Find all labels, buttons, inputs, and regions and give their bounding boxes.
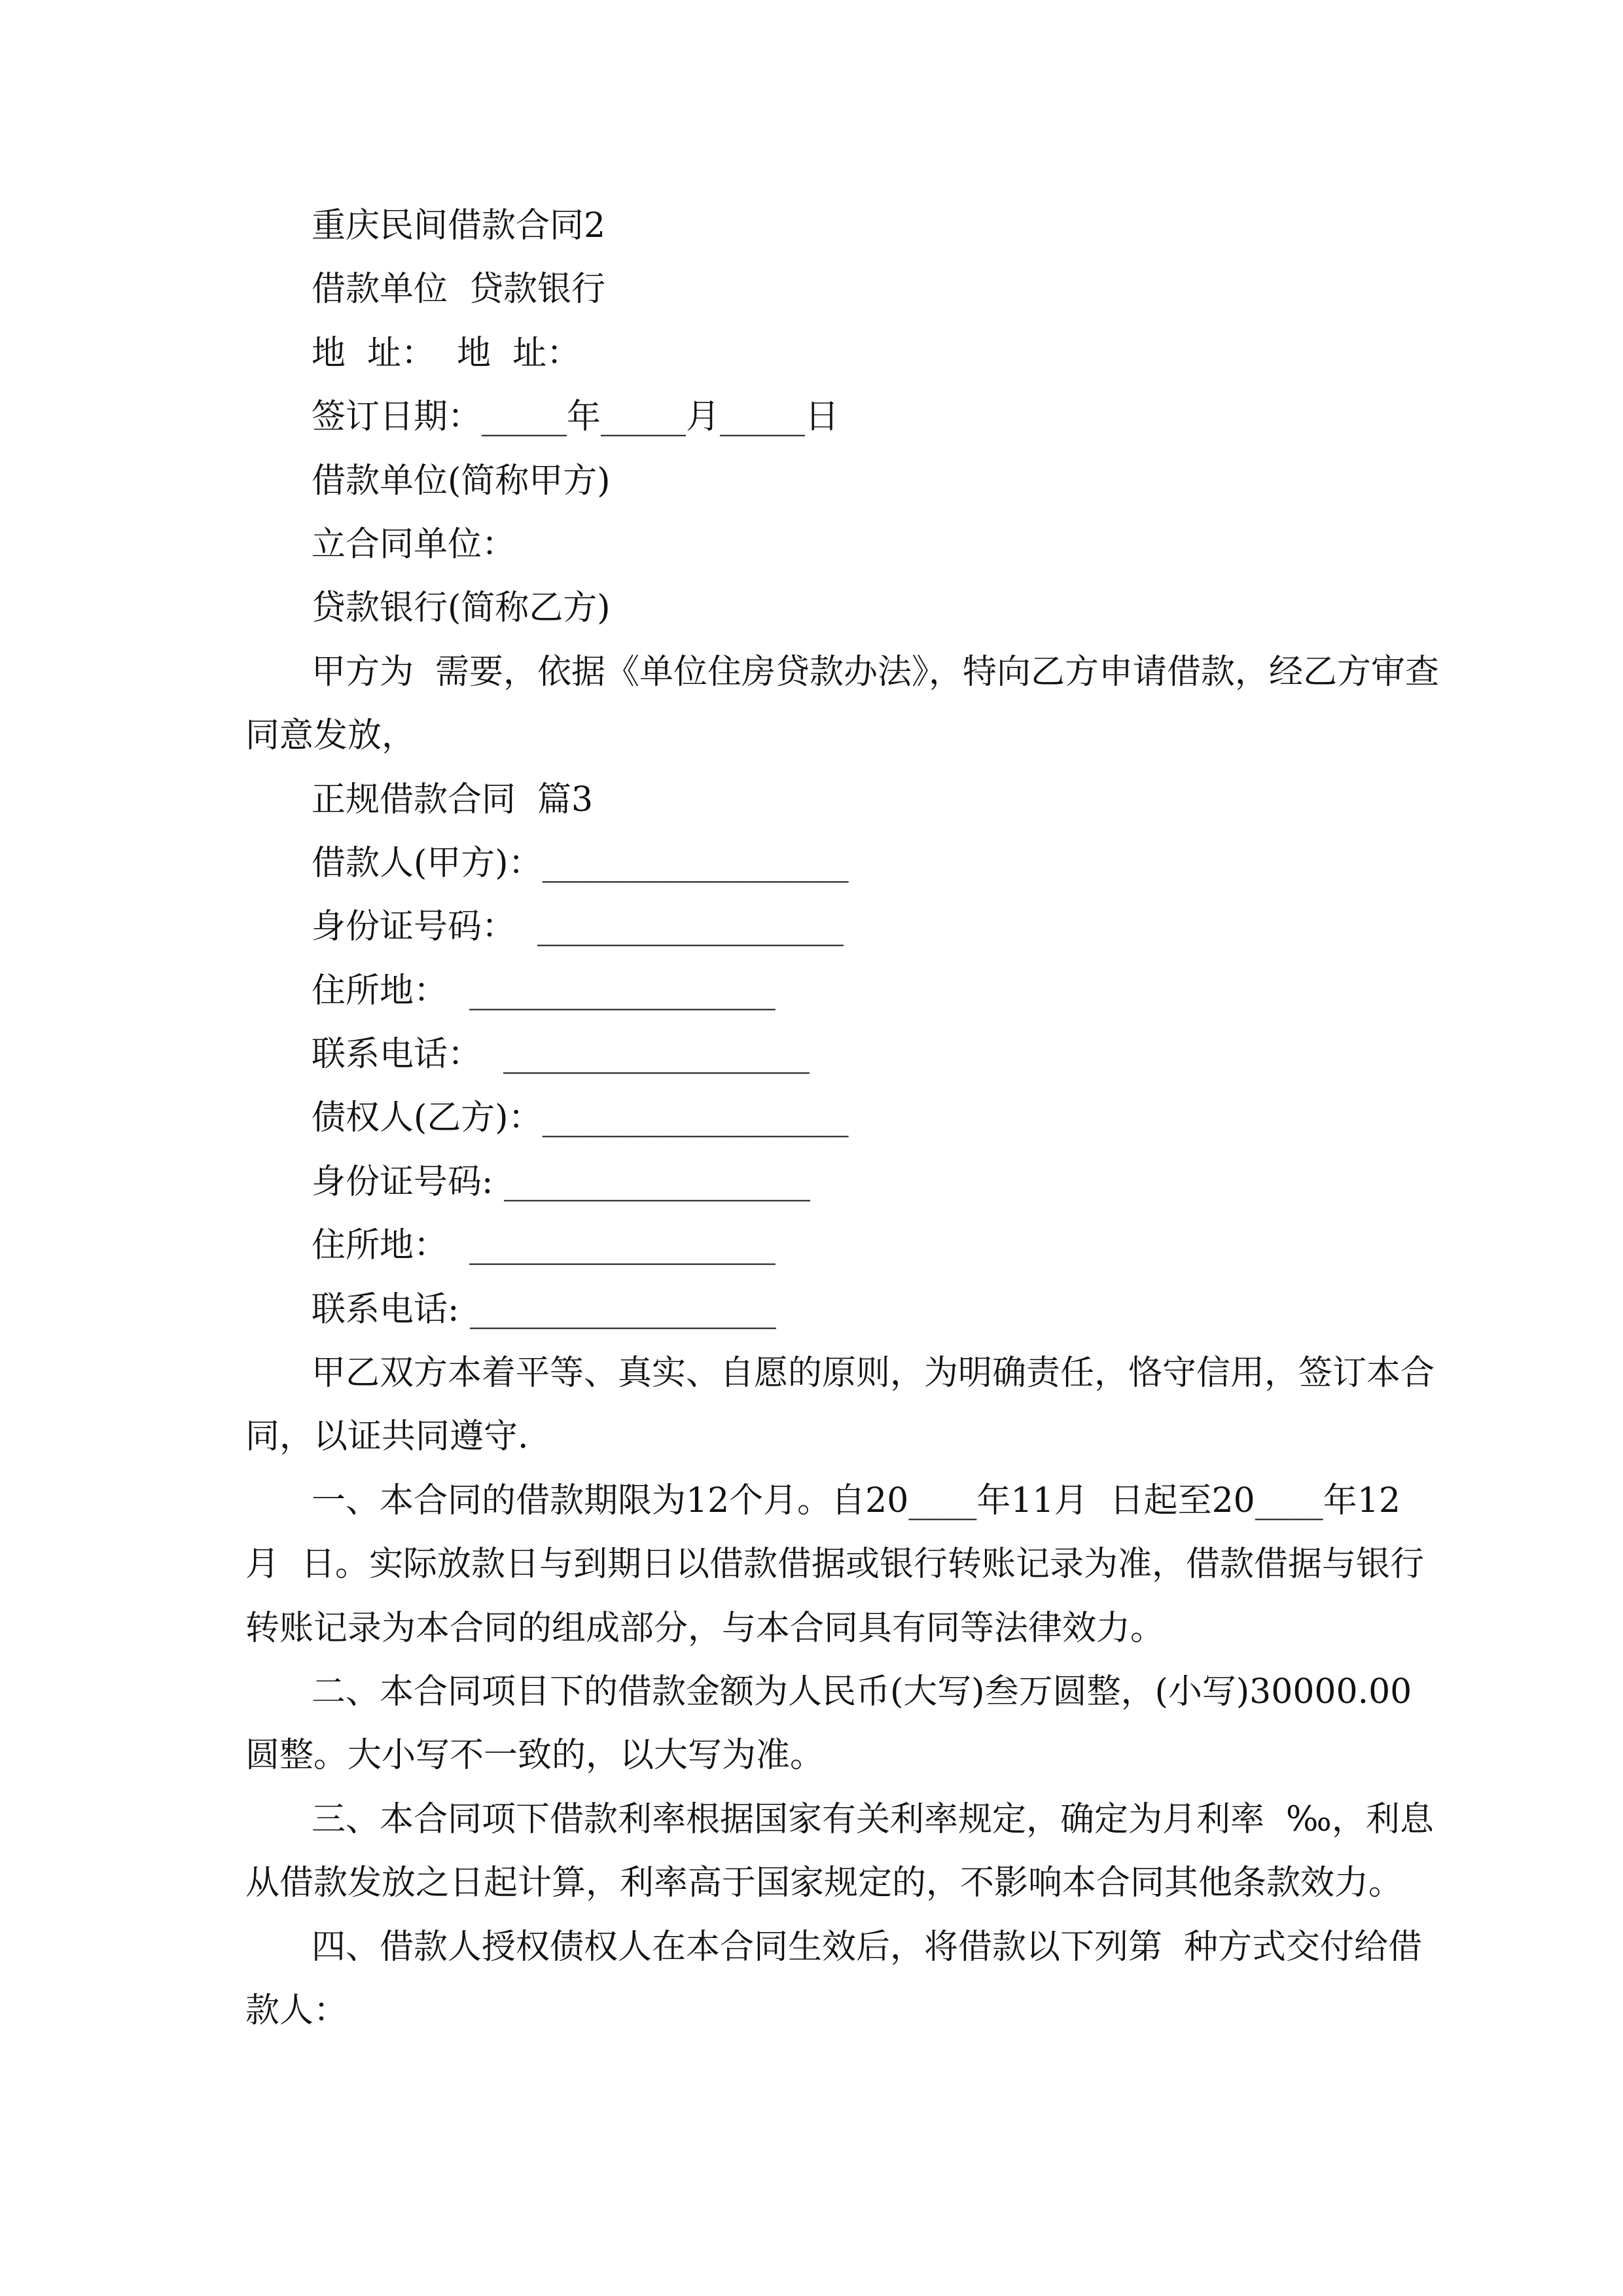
text-line: 三、本合同项下借款利率根据国家有关利率规定，确定为月利率 ‰，利息 [312,1799,1434,1839]
text-line: 地 址： 地 址： [312,333,581,373]
text-line: 四、借款人授权债权人在本合同生效后，将借款以下列第 种方式交付给借 [312,1927,1423,1967]
text-line: 正规借款合同 篇3 [312,780,594,819]
text-line: 借款单位(简称甲方) [312,461,611,501]
text-line: 住所地： __________________ [312,971,776,1011]
text-line: 身份证号码： __________________ [312,907,844,947]
document-body [245,194,1440,2043]
text-line: 住所地： __________________ [312,1226,776,1266]
text-line: 联系电话: __________________ [312,1289,777,1329]
text-line: 债权人(乙方)：__________________ [312,1098,849,1138]
text-line: 贷款银行(简称乙方) [312,588,611,628]
text-line: 借款人(甲方)：__________________ [312,843,849,883]
text-line: 重庆民间借款合同2 [312,206,606,245]
text-line: 签订日期：_____年_____月_____日 [312,397,840,437]
text-line: 借款单位 贷款银行 [312,270,606,310]
text-line: 甲方为 需要，依据《单位住房贷款办法》，特向乙方申请借款，经乙方审查 [312,652,1440,692]
text-line: 二、本合同项目下的借款金额为人民币(大写)叁万圆整，(小写)30000.00 [312,1672,1412,1712]
text-line: 立合同单位： [312,524,516,564]
text-line: 款人： [245,1990,348,2030]
text-line: 从借款发放之日起计算，利率高于国家规定的，不影响本合同其他条款效力。 [245,1863,1403,1903]
text-line: 圆整。大小写不一致的，以大写为准。 [245,1736,825,1776]
text-line: 甲乙双方本着平等、真实、自愿的原则，为明确责任，恪守信用，签订本合 [312,1354,1435,1393]
text-line: 同意发放， [245,716,416,756]
text-line: 一、本合同的借款期限为12个月。自20____年11月 日起至20____年12 [312,1480,1400,1520]
text-line: 转账记录为本合同的组成部分，与本合同具有同等法律效力。 [245,1608,1165,1648]
text-line: 月 日。实际放款日与到期日以借款借据或银行转账记录为准，借款借据与银行 [245,1545,1425,1585]
text-line: 联系电话： __________________ [312,1035,810,1075]
text-line: 同，以证共同遵守. [245,1417,529,1457]
text-line: 身份证号码: __________________ [312,1162,811,1202]
